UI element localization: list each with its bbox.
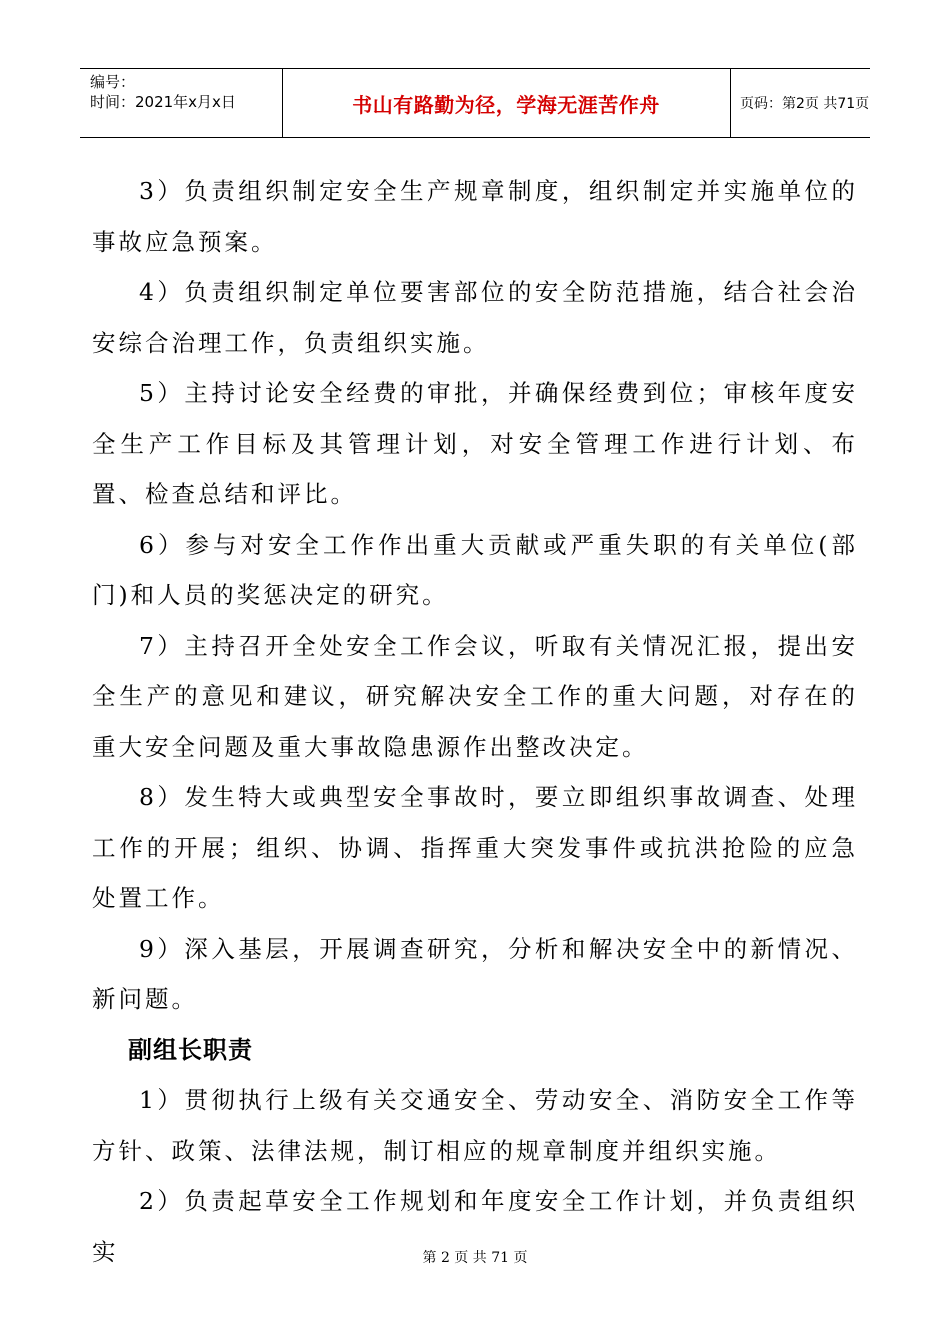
number-label: 编号： [90, 73, 136, 91]
header-motto-cell [282, 69, 731, 137]
page-header [80, 68, 870, 138]
motto-text: 书山有路勤为径，学海无涯苦作舟 [352, 92, 660, 117]
page-footer: 第 2 页 共 71 页 [422, 1250, 528, 1266]
paragraph: 6）参与对安全工作作出重大贡献或严重失职的有关单位(部门)和人员的奖惩决定的研究。 [92, 530, 858, 609]
paragraph: 4）负责组织制定单位要害部位的安全防范措施，结合社会治安综合治理工作，负责组织实施。 [92, 278, 858, 357]
header-page-cell [730, 69, 870, 137]
page-code: 页码：第2页 共71页 [740, 96, 870, 112]
paragraph: 2）负责起草安全工作规划和年度安全工作计划，并负责组织实 [92, 1187, 858, 1266]
section-title: 副组长职责 [128, 1035, 253, 1064]
header-info-cell [80, 69, 283, 137]
paragraph: 3）负责组织制定安全生产规章制度，组织制定并实施单位的事故应急预案。 [92, 177, 858, 256]
date-line: 时间：2021年x月x日 [90, 93, 236, 111]
paragraph: 7）主持召开全处安全工作会议，听取有关情况汇报，提出安全生产的意见和建议，研究解决安全工作的重大问题，对存在的重大安全问题及重大事故隐患源作出整改决定。 [92, 631, 858, 761]
paragraph: 8）发生特大或典型安全事故时，要立即组织事故调查、处理工作的开展；组织、协调、指挥重大突发事件或抗洪抢险的应急处置工作。 [92, 783, 858, 912]
document-body [92, 166, 858, 1277]
paragraph: 1）贯彻执行上级有关交通安全、劳动安全、消防安全工作等方针、政策、法律法规，制订相应的规章制度并组织实施。 [92, 1086, 858, 1165]
paragraph: 5）主持讨论安全经费的审批，并确保经费到位；审核年度安全生产工作目标及其管理计划，对安全管理工作进行计划、布置、检查总结和评比。 [92, 379, 858, 508]
paragraph: 9）深入基层，开展调查研究，分析和解决安全中的新情况、新问题。 [92, 934, 858, 1013]
